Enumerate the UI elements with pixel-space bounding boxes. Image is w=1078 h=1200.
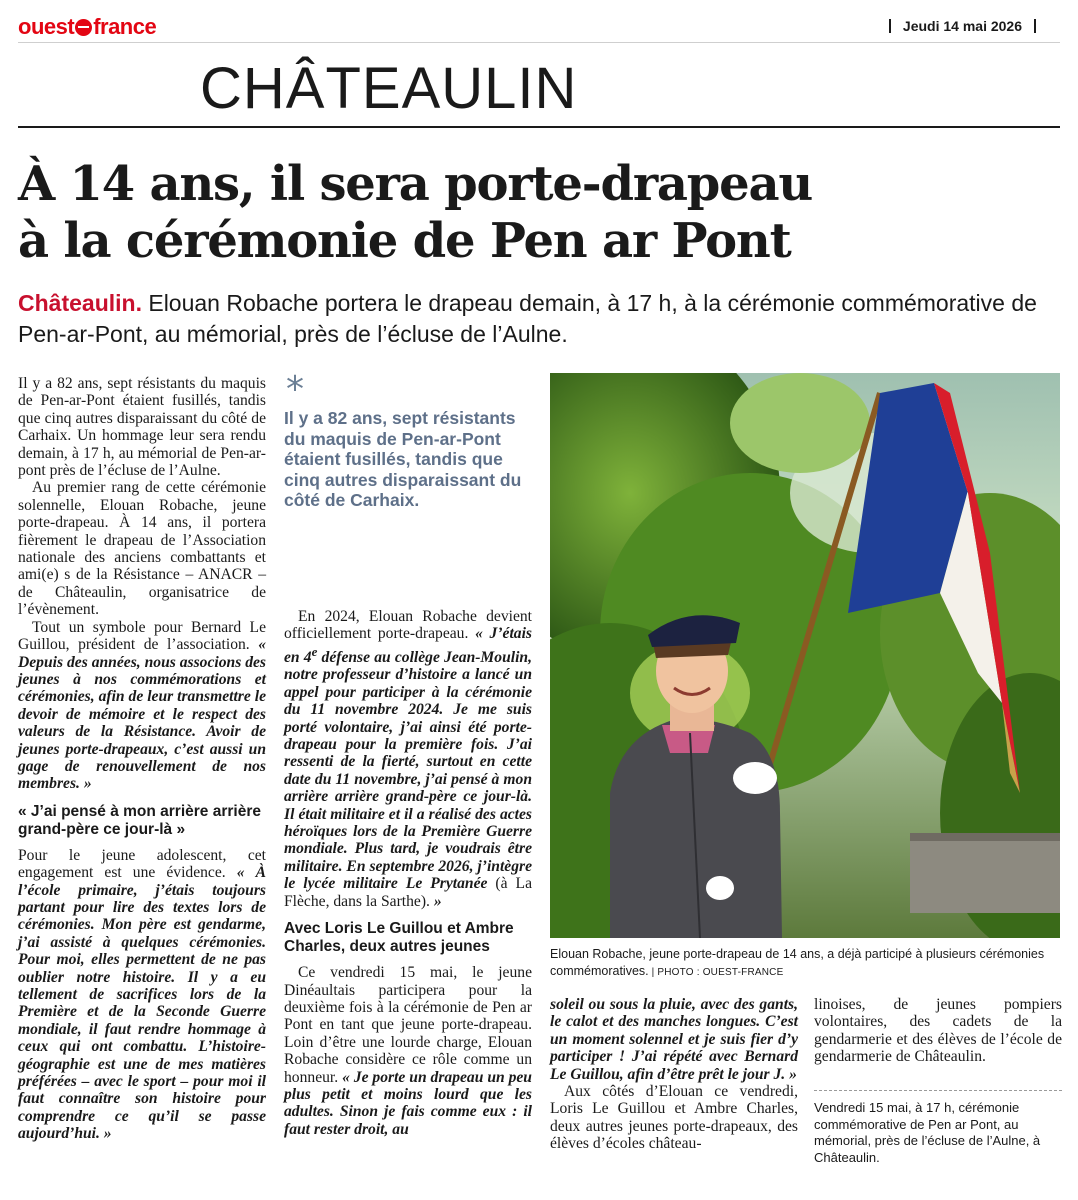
- divider: [814, 1090, 1062, 1091]
- paragraph-text: (à La Flèche, dans la Sarthe).: [284, 875, 532, 910]
- caption-text: Elouan Robache, jeune porte-drapeau de 14 ans, a déjà participé à plusieurs cérémonies commémoratives.: [550, 947, 1045, 978]
- paragraph: [284, 964, 532, 1138]
- paragraph: [284, 608, 532, 910]
- quote: « À l’école primaire, j’étais toujours partant pour lire des textes lors de cérémonies. Mon père est gendarme, j’ai assisté à quelques cérémonies. Pour moi, elles permettent de ne pas oublier notre histoire. Il y a eu tellement de sacrifices lors de la Première et de la Seconde Guerre mondiale, il faut rendre hommage à ceux qui ont combattu. L’histoire-géographie est une de mes matières préférées – avec le sport – pour moi il faut connaître son histoire pour comprendre ce qu’il se passe aujourd’hui. »: [18, 864, 266, 1143]
- quote-part: défense au collège Jean-Moulin, notre professeur d’histoire a lancé un appel pour participer à la cérémonie du 11 novembre 2024. Je me suis porté volontaire, j’ai ainsi été porte-drapeau pour la première fois. J’ai ressenti de la fierté, surtout en cette date du 11 novembre, j’ai pensé à mon arrière arrière grand-père ce jour-là. Il était militaire et il a réalisé des actes héroïques lors de la Première Guerre mondiale. Plus tard, je voudrais être militaire. En septembre 2026, j’intègre le lycée militaire Le Prytanée: [284, 649, 533, 893]
- paragraph-text: Ce vendredi 15 mai, le jeune Dinéaultais participera pour la deuxième fois à la cérémonie de Pen ar Pont en tant que jeune porte-drapeau. Loin d’être une lourde charge, Elouan Robache considère ce rôle comme un honneur.: [284, 964, 532, 1086]
- article-photo[interactable]: [550, 373, 1060, 938]
- lede-text: Elouan Robache portera le drapeau demain, à 17 h, à la cérémonie commémorative de Pen-ar-Pont, au mémorial, près de l’écluse de l’Aulne.: [18, 290, 1037, 347]
- subheading: « J’ai pensé à mon arrière arrière grand-père ce jour-là »: [18, 802, 261, 838]
- paragraph: linoises, de jeunes pompiers volontaires, des cadets de la gendarmerie et des élèves de l’école de gendarmerie de Châteaulin.: [814, 996, 1062, 1066]
- ouest-france-logo[interactable]: [18, 14, 156, 40]
- photo-credit: | PHOTO : OUEST-FRANCE: [648, 967, 784, 978]
- photo-illustration: [550, 373, 1060, 938]
- quote-close: »: [429, 892, 442, 910]
- paragraph-text: Tout un symbole pour Bernard Le Guillou, président de l’association.: [18, 618, 266, 654]
- article-column-1: [18, 375, 266, 1143]
- quote-part: « J’étais en 4: [284, 625, 533, 666]
- headline-line-1: À 14 ans, il sera porte-drapeau: [18, 156, 813, 212]
- divider: [18, 42, 1060, 43]
- paragraph: Il y a 82 ans, sept résistants du maquis de Pen-ar-Pont étaient fusillés, tandis que cinq autres disparaissant du côté de Carhaix. Un hommage leur sera rendu demain, à 17 h, au mémorial de Pen-ar-pont près de l’écluse de l’Aulne.: [18, 375, 266, 480]
- logo-word-france: france: [93, 14, 157, 39]
- paragraph-text: En 2024, Elouan Robache devient officiellement porte-drapeau.: [284, 608, 532, 643]
- superscript: e: [311, 643, 318, 659]
- article-column-2: [284, 608, 532, 1138]
- article-lede: [18, 288, 1068, 350]
- quote: [284, 625, 532, 892]
- divider: [18, 126, 1060, 128]
- pull-quote: Il y a 82 ans, sept résistants du maquis de Pen-ar-Pont étaient fusillés, tandis que cinq autres disparaissant du côté de Carhaix.: [284, 408, 522, 510]
- photo-caption: [550, 946, 1062, 981]
- issue-date-text: Jeudi 14 mai 2026: [902, 18, 1022, 34]
- paragraph: [18, 847, 266, 1143]
- lede-kicker: Châteaulin.: [18, 290, 142, 316]
- issue-date: [877, 18, 1048, 34]
- paragraph-text: Pour le jeune adolescent, cet engagement est une évidence.: [18, 846, 266, 882]
- quote: « Depuis des années, nous associons des jeunes à nos commémorations et cérémonies, afin de leur transmettre le devoir de mémoire et le respect des valeurs de la Résistance. Avoir de jeunes porte-drapeaux, c’est aussi un gage de renouvellement de nos membres. »: [18, 636, 266, 793]
- asterisk-icon: *: [286, 369, 304, 410]
- quote: « Je porte un drapeau un peu plus petit et moins lourd que les adultes. Sinon je fais comme eux : il faut rester droit, au: [284, 1068, 532, 1138]
- paragraph: Au premier rang de cette cérémonie solennelle, Elouan Robache, jeune porte-drapeau. À 14 ans, il portera fièrement le drapeau de l’Association nationale des anciens combattants et ami(e) s de la Résistance – ANACR – de Châteaulin, organisatrice de l’évènement.: [18, 479, 266, 619]
- article-headline: [18, 156, 1068, 270]
- paragraph: [550, 996, 798, 1083]
- divider: [1034, 19, 1036, 33]
- headline-line-2: à la cérémonie de Pen ar Pont: [18, 213, 791, 269]
- article-column-4: [814, 996, 1062, 1066]
- paragraph: [18, 619, 266, 793]
- logo-word-ouest: ouest: [18, 14, 75, 39]
- event-info-box: Vendredi 15 mai, à 17 h, cérémonie commémorative de Pen ar Pont, au mémorial, près de l’écluse de l’Aulne, à Châteaulin.: [814, 1100, 1041, 1165]
- section-title: CHÂTEAULIN: [200, 56, 578, 121]
- divider: [889, 19, 891, 33]
- logo-ball-icon: [75, 19, 92, 36]
- subheading: Avec Loris Le Guillou et Ambre Charles, deux autres jeunes: [284, 920, 514, 956]
- paragraph: Aux côtés d’Elouan ce vendredi, Loris Le Guillou et Ambre Charles, deux autres jeunes porte-drapeaux, des élèves d’écoles château-: [550, 1083, 798, 1153]
- quote: soleil ou sous la pluie, avec des gants, le calot et des manches longues. C’est un moment solennel et je suis fier d’y participer ! J’ai répété avec Bernard Le Guillou, afin d’être prêt le jour J. »: [550, 996, 798, 1083]
- article-column-3: [550, 996, 798, 1153]
